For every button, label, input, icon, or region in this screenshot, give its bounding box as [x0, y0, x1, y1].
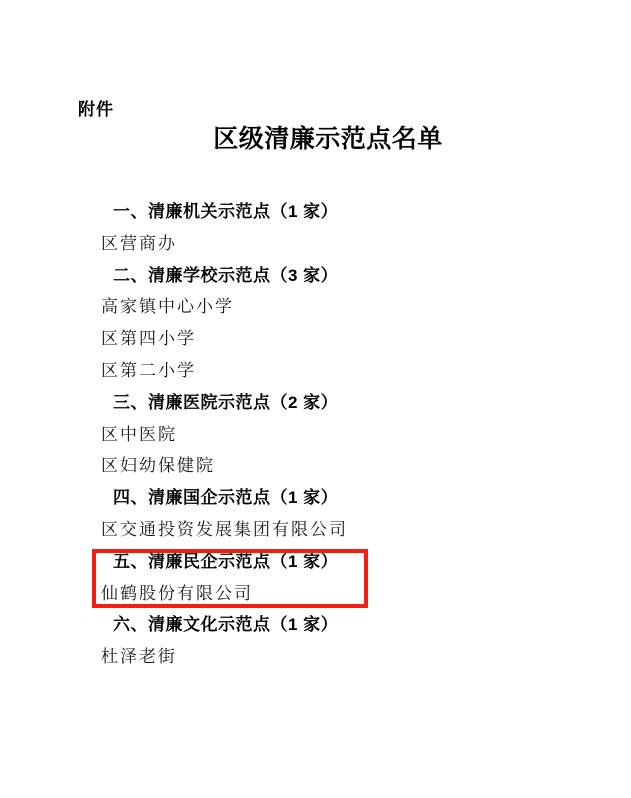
list-item: 区中医院 — [101, 424, 177, 444]
attachment-label: 附件 — [78, 100, 114, 119]
page-title: 区级清廉示范点名单 — [213, 126, 443, 153]
section-heading: 四、清廉国企示范点（1 家） — [113, 488, 339, 508]
list-item: 高家镇中心小学 — [101, 297, 234, 317]
list-item: 区第二小学 — [101, 360, 196, 380]
list-item: 区交通投资发展集团有限公司 — [101, 519, 348, 539]
list-item: 仙鹤股份有限公司 — [101, 583, 253, 603]
list-item: 区营商办 — [101, 233, 177, 253]
section-heading: 二、清廉学校示范点（3 家） — [113, 265, 339, 285]
list-item: 区第四小学 — [101, 329, 196, 349]
section-heading: 三、清廉医院示范点（2 家） — [113, 392, 339, 412]
section-heading: 六、清廉文化示范点（1 家） — [113, 615, 339, 635]
demo-point-list — [0, 196, 631, 673]
section-heading: 五、清廉民企示范点（1 家） — [113, 551, 339, 571]
list-item: 杜泽老街 — [101, 647, 177, 667]
section-heading: 一、清廉机关示范点（1 家） — [113, 202, 339, 221]
list-item: 区妇幼保健院 — [101, 456, 215, 476]
